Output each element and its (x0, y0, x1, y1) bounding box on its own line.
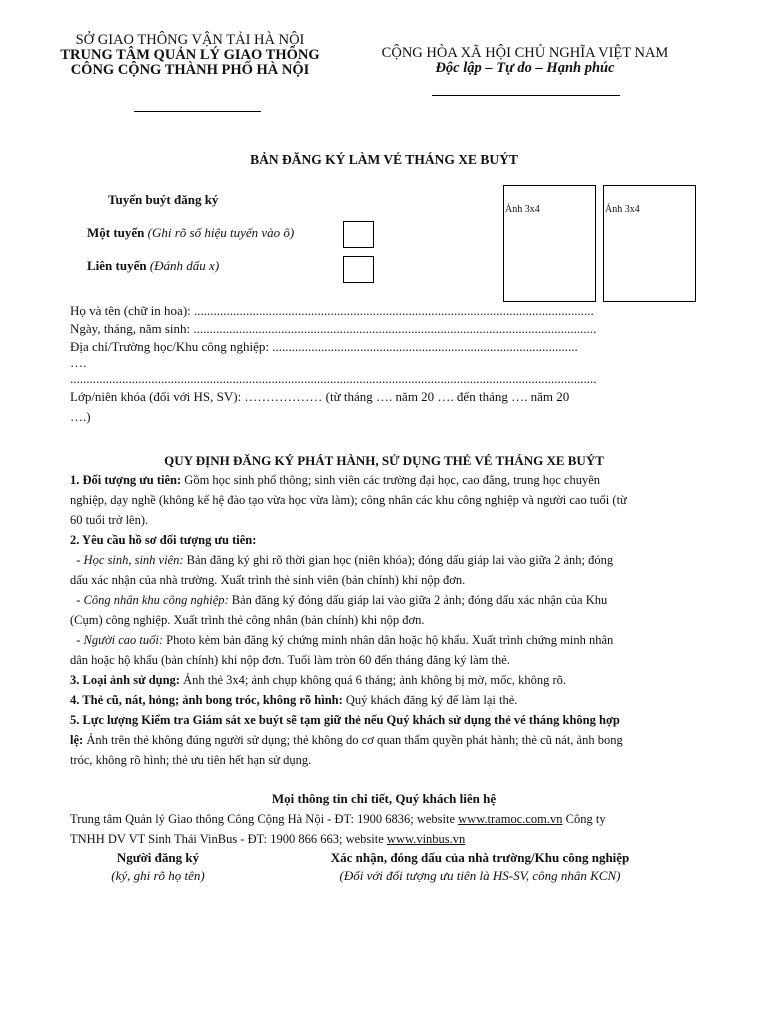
personal-info (70, 301, 678, 427)
rules-title: QUY ĐỊNH ĐĂNG KÝ PHÁT HÀNH, SỬ DỤNG THẺ VÉ THÁNG XE BUÝT (164, 453, 604, 468)
rule-2a-line1: Bản đăng ký ghi rõ thời gian học (niên khóa); đóng dấu giáp lai vào giữa 2 ảnh; đóng (183, 553, 614, 567)
agency-header (40, 33, 340, 78)
rule-4-text: Quý khách đăng ký để làm lại thẻ. (342, 693, 518, 707)
rule-5-head2: lệ: (70, 733, 84, 747)
contact-vinbus: TNHH DV VT Sinh Thái VinBus - ĐT: 1900 866 663; website (70, 832, 387, 846)
multi-route-row (87, 256, 219, 276)
address-cont: …. (70, 355, 87, 370)
multi-route-label: Liên tuyến (87, 258, 147, 273)
rule-2b-line1: Bản đăng ký đóng dấu giáp lai vào giữa 2 ảnh; đóng dấu xác nhận của Khu (228, 593, 608, 607)
rule-5 (70, 730, 698, 750)
document-title: BẢN ĐĂNG KÝ LÀM VÉ THÁNG XE BUÝT (250, 152, 518, 167)
rule-3-text: Ảnh thẻ 3x4; ảnh chụp không quá 6 tháng; ảnh không bị mờ, mốc, không rõ. (179, 673, 567, 687)
vinbus-link[interactable]: www.vinbus.vn (386, 832, 466, 846)
institution-title: Xác nhận, đóng dấu của nhà trường/Khu công nghiệp (330, 850, 630, 865)
agency-line2: TRUNG TÂM QUẢN LÝ GIAO THÔNG (60, 47, 320, 63)
single-route-row (87, 223, 294, 243)
rule-2c-lead: - (70, 633, 84, 647)
contact-center: Trung tâm Quản lý Giao thông Công Cộng Hà Nội - ĐT: 1900 6836; website (70, 812, 459, 826)
applicant-signature (60, 849, 256, 885)
address-field-line2[interactable]: .................................................................................................................................................................. (70, 371, 597, 386)
rule-3 (70, 670, 698, 690)
rule-2c-line1: Photo kèm bản đăng ký chứng minh nhân dân hoặc hộ khẩu. Xuất trình chứng minh nhân (163, 633, 614, 647)
single-route-note: (Ghi rõ số hiệu tuyến vào ô) (147, 225, 295, 240)
institution-signature (290, 849, 670, 885)
rule-2c-line2: dân hoặc hộ khẩu (bản chính) khi nộp đơn. Tuổi làm tròn 60 đến tháng đăng ký làm thẻ. (70, 653, 510, 667)
rule-1-line3: 60 tuổi trở lên). (70, 513, 149, 527)
agency-line3: CÔNG CỘNG THÀNH PHỐ HÀ NỘI (70, 62, 310, 78)
agency-underline (134, 111, 261, 112)
rule-2b (70, 590, 698, 610)
motto-underline (432, 95, 620, 96)
rule-1-line1: Gồm học sinh phổ thông; sinh viên các trường đại học, cao đẳng, trung học chuyên (181, 473, 601, 487)
name-field[interactable]: Họ và tên (chữ in hoa): ........................................................................................................................... (70, 303, 594, 318)
rules-body (70, 470, 698, 770)
rule-1 (70, 470, 698, 490)
applicant-title: Người đăng ký (116, 850, 200, 865)
applicant-note: (ký, ghi rõ họ tên) (111, 868, 205, 883)
rule-2a-subject: Học sinh, sinh viên: (83, 553, 184, 567)
rule-2b-line2: (Cụm) công nghiệp. Xuất trình thẻ công nhân (bản chính) khi nộp đơn. (70, 613, 425, 627)
rule-2a (70, 550, 698, 570)
rule-2a-line2: dấu xác nhận của nhà trường. Xuất trình thẻ sinh viên (bản chính) khi nộp đơn. (70, 573, 466, 587)
rule-2c (70, 630, 698, 650)
rule-5-line2: tróc, không rõ hình; thẻ ưu tiên hết hạn sử dụng. (70, 753, 312, 767)
rule-1-head: 1. Đối tượng ưu tiên: (70, 473, 182, 487)
national-header (360, 46, 690, 76)
rule-2c-subject: Người cao tuổi: (83, 633, 164, 647)
rule-2b-lead: - (70, 593, 84, 607)
multi-route-note: (Đánh dấu x) (149, 258, 220, 273)
contact-line1 (70, 809, 698, 829)
dob-field[interactable]: Ngày, tháng, năm sinh: ............................................................................................................................ (70, 321, 597, 336)
agency-line1: SỞ GIAO THÔNG VẬN TẢI HÀ NỘI (75, 32, 305, 48)
rule-5-head: 5. Lực lượng Kiểm tra Giám sát xe buýt sẽ tạm giữ thẻ nếu Quý khách sử dụng thẻ vé tháng không hợp (70, 713, 620, 727)
rule-1-line2: nghiệp, dạy nghề (không kể hệ đào tạo vừa học vừa làm); công nhân các khu công nghiệp và người cao tuổi (từ (70, 493, 627, 507)
class-field[interactable]: Lớp/niên khóa (đối với HS, SV): ……………… (từ tháng …. năm 20 …. đến tháng …. năm 20 (70, 389, 570, 404)
contact-line2 (70, 829, 698, 849)
rule-2a-lead: - (70, 553, 84, 567)
multi-route-box[interactable] (343, 256, 374, 283)
photo-box-1 (503, 185, 596, 302)
photo-label-2: Ảnh 3x4 (605, 204, 640, 215)
national-line1: CỘNG HÒA XÃ HỘI CHỦ NGHĨA VIỆT NAM (381, 45, 669, 61)
rule-4-head: 4. Thẻ cũ, nát, hỏng; ảnh bong tróc, không rõ hình: (70, 693, 343, 707)
contact-title: Mọi thông tin chi tiết, Quý khách liên hệ (271, 791, 497, 806)
rule-2b-subject: Công nhân khu công nghiệp: (83, 593, 229, 607)
photo-box-2 (603, 185, 696, 302)
rule-3-head: 3. Loại ảnh sử dụng: (70, 673, 180, 687)
address-field[interactable]: Địa chỉ/Trường học/Khu công nghiệp: .............................................................................................. (70, 339, 578, 354)
single-route-label: Một tuyến (87, 225, 145, 240)
route-heading: Tuyến buýt đăng ký (108, 192, 219, 207)
tramoc-link[interactable]: www.tramoc.com.vn (458, 812, 563, 826)
photo-label-1: Ảnh 3x4 (505, 204, 540, 215)
contact-body (70, 809, 698, 849)
rule-5-line1: Ảnh trên thẻ không đúng người sử dụng; thẻ không do cơ quan thẩm quyền phát hành; thẻ cũ nát, ảnh bong (83, 733, 623, 747)
class-field-cont: ….) (70, 409, 91, 424)
national-motto: Độc lập – Tự do – Hạnh phúc (435, 60, 615, 76)
single-route-box[interactable] (343, 221, 374, 248)
rule-2-head: 2. Yêu cầu hồ sơ đối tượng ưu tiên: (70, 533, 257, 547)
institution-note: (Đối với đối tượng ưu tiên là HS-SV, công nhân KCN) (339, 868, 621, 883)
contact-company: Công ty (562, 812, 606, 826)
rule-4 (70, 690, 698, 710)
